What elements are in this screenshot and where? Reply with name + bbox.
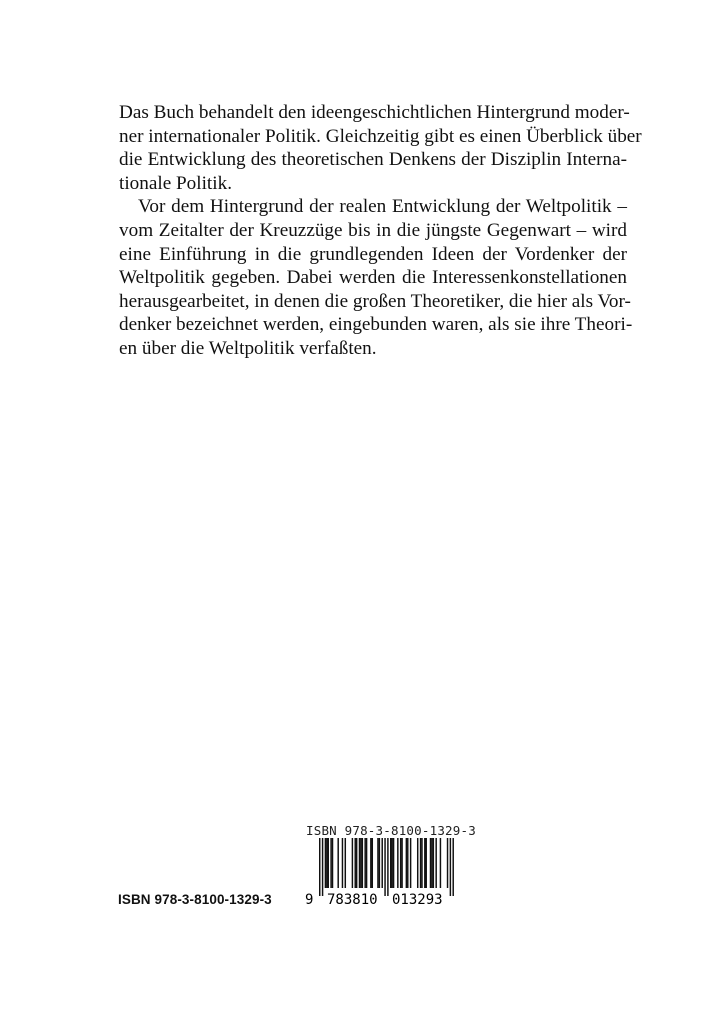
barcode-bar — [426, 838, 427, 888]
barcode-bar — [372, 838, 373, 888]
barcode-bar — [366, 838, 367, 888]
barcode-bar — [364, 838, 365, 888]
barcode-bar — [417, 838, 418, 888]
barcode-bar — [362, 838, 363, 888]
barcode-bar — [337, 838, 338, 888]
blurb-line: denker bezeichnet werden, eingebunden waren, als sie ihre Theori- — [119, 314, 633, 336]
barcode-bar — [393, 838, 394, 888]
blurb-paragraph-1 — [119, 101, 642, 195]
barcode-bar — [410, 838, 411, 888]
barcode-bar — [355, 838, 356, 888]
barcode-right-digits: 013293 — [392, 892, 443, 906]
barcode-bar — [370, 838, 371, 888]
barcode-bar — [390, 838, 391, 888]
barcode-bar — [326, 838, 327, 888]
barcode-bar — [345, 838, 346, 888]
blurb-paragraph-2 — [119, 195, 633, 360]
blurb-line: die Entwicklung des theoretischen Denkens der Disziplin Interna- — [119, 149, 627, 171]
barcode-bar — [431, 838, 432, 888]
barcode-guard-bar — [319, 838, 320, 896]
barcode-guard-bar — [387, 838, 388, 896]
barcode-bar — [397, 838, 398, 888]
barcode-guard-bar — [322, 838, 323, 896]
barcode-bar — [391, 838, 392, 888]
blurb-line: tionale Politik. — [119, 172, 232, 194]
blurb-line: eine Einführung in die grundlegenden Ideen der Vordenker der — [119, 243, 627, 265]
barcode-bar — [406, 838, 407, 888]
barcode-bar — [332, 838, 333, 888]
blurb-line: Das Buch behandelt den ideengeschichtlichen Hintergrund moder- — [119, 102, 630, 123]
barcode-bar — [356, 838, 357, 888]
barcode-bar — [401, 838, 402, 888]
barcode-bar — [359, 838, 360, 888]
barcode-guard-bar — [450, 838, 451, 896]
blurb-line: vom Zeitalter der Kreuzzüge bis in die jüngste Gegenwart – wird — [119, 219, 627, 241]
barcode-bar — [424, 838, 425, 888]
barcode-bar — [421, 838, 422, 888]
barcode-bar — [379, 838, 380, 888]
barcode-bar — [342, 838, 343, 888]
barcode-bar — [400, 838, 401, 888]
barcode-guard-bar — [452, 838, 453, 896]
barcode-bar — [328, 838, 329, 888]
barcode-guard-bar — [384, 838, 385, 896]
barcode-bar — [435, 838, 436, 888]
blurb-line: en über die Weltpolitik verfaßten. — [119, 337, 377, 359]
blurb-line: herausgearbeitet, in denen die großen Theoretiker, die hier als Vor- — [119, 290, 631, 312]
barcode-bar — [352, 838, 353, 888]
barcode-left-digits: 783810 — [327, 892, 378, 906]
barcode-bar — [407, 838, 408, 888]
isbn-bottom-label: ISBN 978-3-8100-1329-3 — [118, 892, 272, 907]
barcode-bar — [330, 838, 331, 888]
barcode-lead-digit: 9 — [305, 892, 314, 906]
blurb-line: ner internationaler Politik. Gleichzeitig gibt es einen Überblick über — [119, 125, 642, 147]
barcode-bar — [430, 838, 431, 888]
barcode-bar — [360, 838, 361, 888]
barcode-bar — [433, 838, 434, 888]
barcode-isbn-label: ISBN 978-3-8100-1329-3 — [306, 823, 476, 838]
back-cover-blurb — [119, 101, 642, 361]
barcode-bar — [381, 838, 382, 888]
blurb-line: Vor dem Hintergrund der realen Entwicklung der Weltpolitik – — [138, 196, 627, 218]
barcode-bar — [325, 838, 326, 888]
barcode-bar — [377, 838, 378, 888]
isbn-barcode — [303, 838, 459, 906]
blurb-line: Weltpolitik gegeben. Dabei werden die Interessenkonstellationen — [119, 267, 627, 289]
barcode-bar — [447, 838, 448, 888]
barcode-bar — [420, 838, 421, 888]
barcode-bar — [440, 838, 441, 888]
